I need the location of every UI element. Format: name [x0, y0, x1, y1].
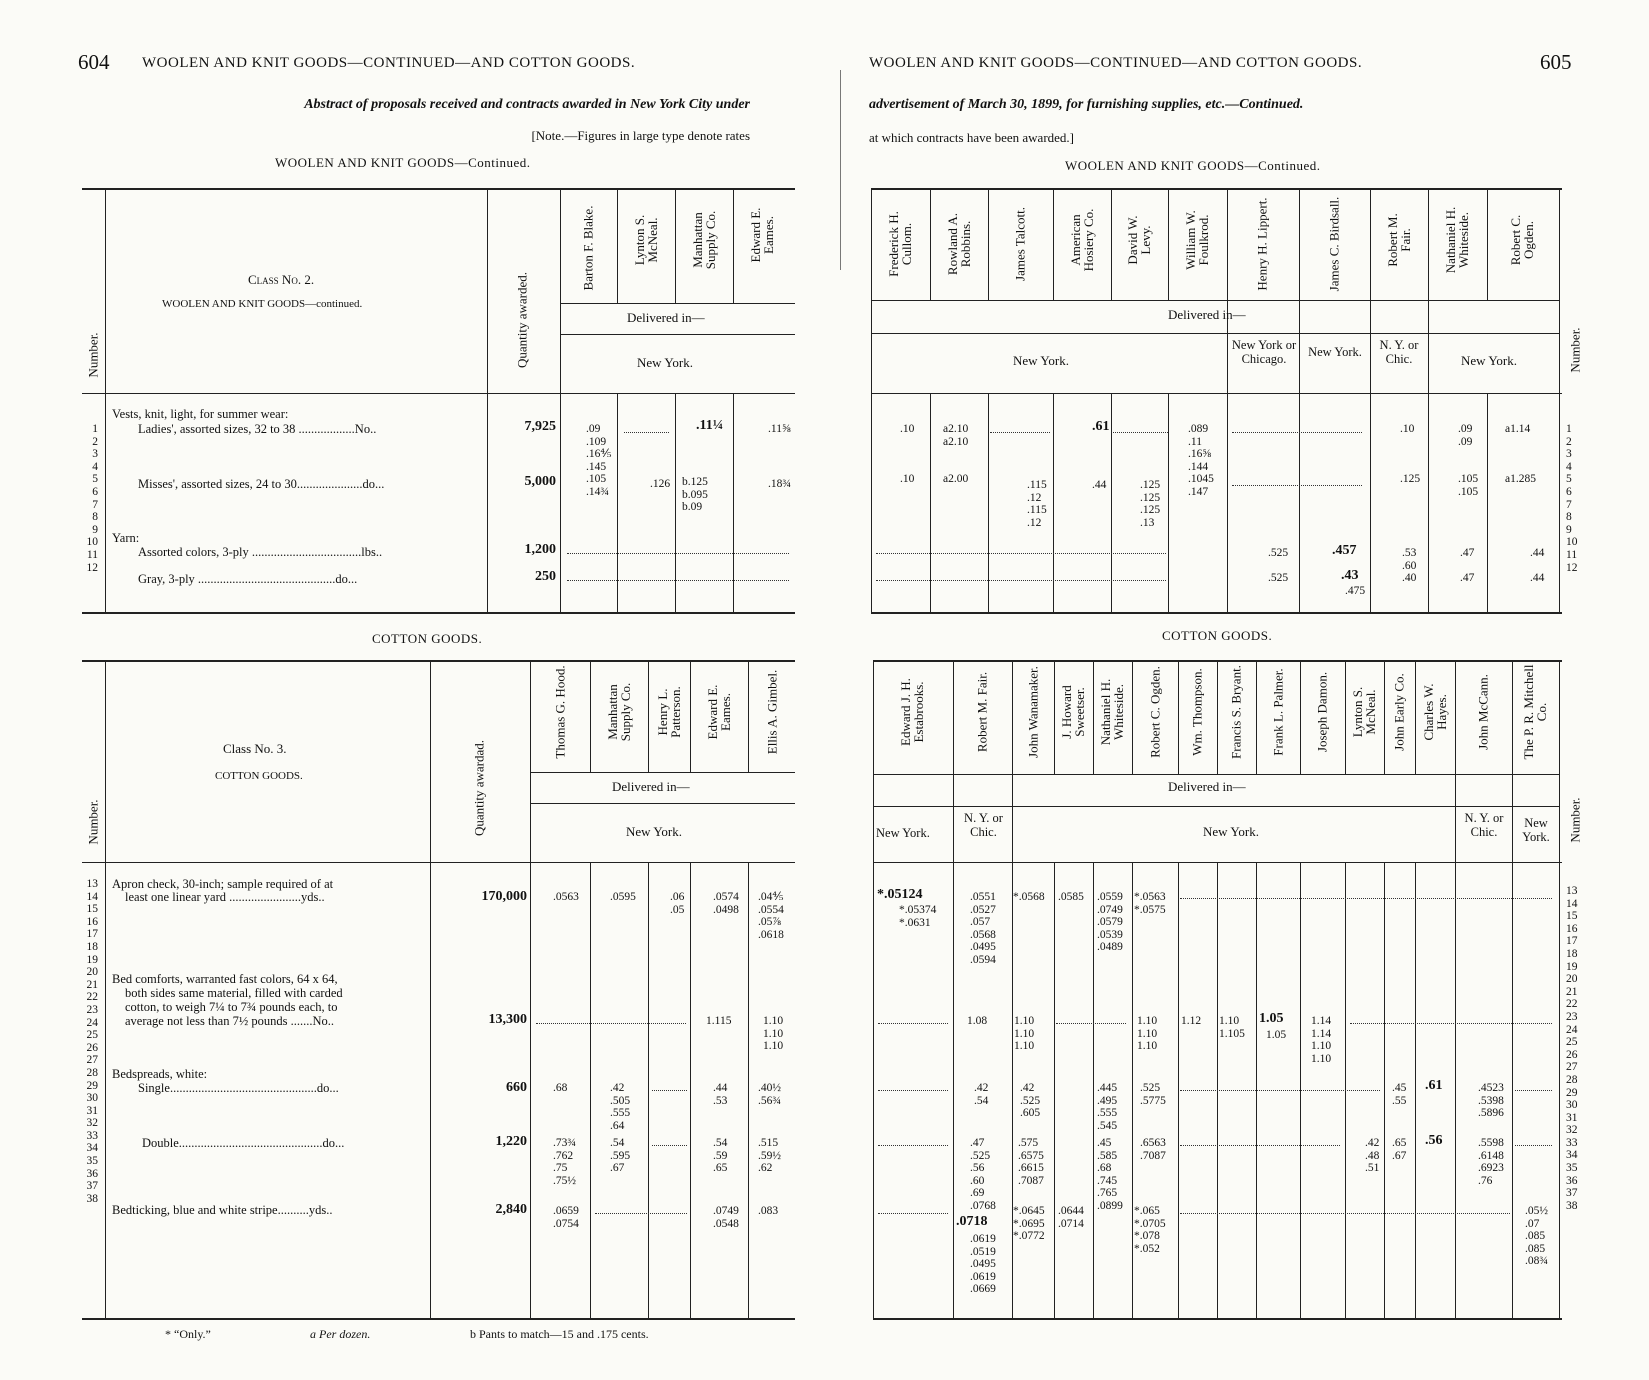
- t4-col15-e: .05½ .07 .085 .085 .08¾: [1525, 1205, 1548, 1268]
- t3-row-numbers: 13 14 15 16 17 18 19 20 21 22 23 24 25 26 27 28 29 30 31 32 33 34 35 36 37 38: [86, 878, 98, 1205]
- t2-col5: .125 .125 .125 .13: [1140, 479, 1161, 529]
- t4-bidder-14: John McCann.: [1475, 674, 1491, 750]
- right-section-title: WOOLEN AND KNIT GOODS—Continued.: [1065, 158, 1321, 173]
- t4-col3-d: .575 .6575 .6615 .7087: [1018, 1137, 1044, 1187]
- right-abstract-line: advertisement of March 30, 1899, for furnishing supplies, etc.—Continued.: [869, 97, 1304, 112]
- left-page-number: 604: [78, 50, 110, 74]
- t4-col7-b: 1.12: [1181, 1015, 1202, 1027]
- t2-place-ny-3: New York.: [1461, 353, 1517, 368]
- t2-place-ny-chic: N. Y. or Chic.: [1379, 338, 1419, 366]
- t2-bidder-10: Nathaniel H. Whiteside.: [1443, 206, 1471, 274]
- t2-col11-b: .44 .44: [1530, 547, 1545, 585]
- t4-col3-a: *.0568: [1013, 891, 1045, 903]
- t3-col5-a: .04⅘ .0554 .05⅞ .0618: [758, 891, 784, 941]
- t2-col6: .089 .11 .16⅝ .144 .1045 .147: [1188, 423, 1214, 498]
- t4-col3-e: *.0645 *.0695 *.0772: [1013, 1205, 1045, 1243]
- t3-qty-1: 170,000: [481, 889, 527, 904]
- footnote-per-dozen: a Per dozen.: [310, 1327, 371, 1341]
- t4-bidder-13: Charles W. Hayes.: [1421, 683, 1449, 741]
- t3-item-bed-1: Bed comforts, warranted fast colors, 64 x 64,: [112, 972, 338, 986]
- t4-col12-d: .65 .67: [1392, 1137, 1407, 1162]
- t4-col1-a: *.05124: [877, 887, 923, 902]
- t3-class-title: Class No. 3.: [223, 741, 287, 756]
- t3-qty-2: 13,300: [488, 1012, 527, 1027]
- t3-col1-a: .0563: [553, 891, 579, 903]
- t2-col8-c: .475: [1345, 585, 1366, 597]
- t2-bidder-8: James C. Birdsall.: [1326, 196, 1342, 292]
- t2-place-ny-2: New York.: [1308, 345, 1362, 359]
- t4-col10-b: 1.14 1.14 1.10 1.10: [1311, 1015, 1332, 1065]
- t1-item-ladies: Ladies', assorted sizes, 32 to 38 ..................No..: [138, 422, 377, 436]
- t4-col12-c: .45 .55: [1392, 1082, 1407, 1107]
- t4-col9-c: 1.05: [1266, 1029, 1287, 1041]
- t4-bidder-12: John Early Co.: [1391, 673, 1407, 751]
- t4-col5-c: .445 .495 .555 .545: [1097, 1082, 1118, 1132]
- t4-col6-e: *.065 *.0705 *.078 *.052: [1134, 1205, 1166, 1255]
- t2-row-numbers: 1 2 3 4 5 6 7 8 9 10 11 12: [1566, 423, 1578, 574]
- footnote-only: * “Only.”: [165, 1327, 211, 1341]
- t4-place-ny-chic: N. Y. or Chic.: [964, 811, 1003, 839]
- t4-col2-d: .47 .525 .56 .60 .69 .0768: [970, 1137, 996, 1212]
- t4-col14-c: .4523 .5398 .5896: [1478, 1082, 1504, 1120]
- t4-col4-a: .0585: [1058, 891, 1084, 903]
- t1-item-assorted: Assorted colors, 3-ply ...................................lbs..: [138, 545, 383, 559]
- t4-col5-a: .0559 .0749 .0579 .0539 .0489: [1097, 891, 1123, 954]
- t2-bidder-6: William W. Foulkrod.: [1183, 210, 1211, 270]
- t3-bidder-3: Henry L. Patterson.: [655, 686, 683, 738]
- t2-place-ny: New York.: [1013, 353, 1069, 368]
- t1-qty-1: 7,925: [524, 419, 556, 434]
- t1-item-yarn: Yarn:: [112, 531, 140, 545]
- t1-bidder-1: Barton F. Blake.: [580, 205, 596, 291]
- t4-col2-f: .0619 .0519 .0495 .0619 .0669: [970, 1233, 996, 1296]
- t3-col4-b: 1.115: [706, 1015, 732, 1027]
- t4-col5-d: .45 .585 .68 .745 .765 .0899: [1097, 1137, 1123, 1212]
- t1-bidder-4: Edward E. Eames.: [748, 207, 776, 263]
- t2-delivered-header: Delivered in—: [1168, 307, 1246, 322]
- t2-bidder-9: Robert M. Fair.: [1385, 213, 1413, 267]
- t1-place-header: New York.: [637, 355, 693, 370]
- t1-bidder-2: Lynton S. McNeal.: [632, 214, 660, 266]
- t2-col9-b: .53 .60 .40: [1402, 547, 1417, 585]
- t4-bidder-1: Edward J. H. Estabrooks.: [898, 678, 926, 746]
- t1-delivered-header: Delivered in—: [627, 310, 705, 325]
- t4-place-ny-2: New York.: [1203, 824, 1259, 839]
- t4-bidder-11: Lynton S. McNeal.: [1350, 686, 1378, 738]
- t4-col4-e: .0644 .0714: [1058, 1205, 1084, 1230]
- t3-delivered-header: Delivered in—: [612, 779, 690, 794]
- t2-col10-b: .47 .47: [1460, 547, 1475, 585]
- t2-col2: a2.10 a2.10 a2.00: [943, 423, 969, 486]
- t3-col5-b: 1.10 1.10 1.10: [763, 1015, 784, 1053]
- t2-col10: .09 .09 .105 .105: [1458, 423, 1479, 498]
- left-running-header: WOOLEN AND KNIT GOODS—CONTINUED—AND COTTON GOODS.: [142, 55, 636, 71]
- t2-col11: a1.14 a1.285: [1505, 423, 1536, 486]
- t4-col6-c: .525 .5775: [1140, 1082, 1166, 1107]
- t3-item-apron-1: Apron check, 30-inch; sample required of at: [112, 877, 334, 891]
- t1-col1-values: .09 .109 .16⅘ .145 .105 .14¾: [586, 423, 612, 498]
- t4-bidder-10: Joseph Damon.: [1314, 671, 1330, 753]
- right-page-number: 605: [1540, 50, 1572, 74]
- t3-col4-c: .44 .53: [713, 1082, 728, 1107]
- t3-item-single: Single...............................................do...: [138, 1081, 339, 1095]
- t3-bidder-5: Ellis A. Gimbel.: [764, 669, 780, 755]
- t3-col4-d: .54 .59 .65: [713, 1137, 728, 1175]
- left-abstract-line: Abstract of proposals received and contracts awarded in New York City under: [304, 97, 750, 112]
- t4-col6-a: *.0563 *.0575: [1134, 891, 1166, 916]
- t4-col8-b: 1.10 1.105: [1219, 1015, 1245, 1040]
- t4-col9-b: 1.05: [1259, 1011, 1284, 1026]
- t4-col14-d: .5598 .6148 .6923 .76: [1478, 1137, 1504, 1187]
- t4-place-ny-chic-2: N. Y. or Chic.: [1464, 811, 1504, 839]
- t3-class-subtitle: COTTON GOODS.: [215, 770, 303, 782]
- t4-col1-b: *.05374 *.0631: [899, 904, 937, 929]
- t3-qty-5: 2,840: [495, 1202, 527, 1217]
- t4-bidder-8: Francis S. Bryant.: [1228, 665, 1244, 759]
- footnote-pants: b Pants to match—15 and .175 cents.: [470, 1327, 649, 1341]
- t3-item-bed-4: average not less than 7½ pounds .......No..: [125, 1014, 334, 1028]
- t4-col2-c: .42 .54: [974, 1082, 989, 1107]
- t3-item-apron-2: least one linear yard .......................yds..: [125, 890, 325, 904]
- t3-bidder-4: Edward E. Eames.: [705, 684, 733, 740]
- t2-bidder-4: American Hosiery Co.: [1068, 208, 1096, 272]
- t4-place-ny: New York.: [876, 826, 930, 840]
- t2-place-ny-chicago: New York or Chicago.: [1231, 338, 1297, 366]
- t3-col3-a: .06 .05: [670, 891, 685, 916]
- t3-col1-b: .68: [553, 1082, 568, 1094]
- t1-number-header: Number.: [85, 332, 101, 378]
- left-cotton-title: COTTON GOODS.: [372, 631, 483, 646]
- t2-col8-a: .457: [1332, 543, 1357, 558]
- t2-col9: .10 .125: [1400, 423, 1421, 486]
- left-note-line: [Note.—Figures in large type denote rates: [531, 128, 750, 143]
- t2-col1: .10 .10: [900, 423, 915, 486]
- t3-number-header: Number.: [85, 799, 101, 845]
- t1-row-numbers: 1 2 3 4 5 6 7 8 9 10 11 12: [86, 423, 98, 574]
- t3-item-bed-2: both sides same material, filled with carded: [125, 986, 343, 1000]
- t3-place-header: New York.: [626, 824, 682, 839]
- right-running-header: WOOLEN AND KNIT GOODS—CONTINUED—AND COTTON GOODS.: [869, 55, 1363, 71]
- t1-item-misses: Misses', assorted sizes, 24 to 30.....................do...: [138, 477, 385, 491]
- t1-bidder-3: Manhattan Supply Co.: [690, 210, 718, 270]
- t1-item-vests: Vests, knit, light, for summer wear:: [112, 407, 289, 421]
- t3-col5-e: .083: [758, 1205, 779, 1217]
- t3-qty-4: 1,220: [495, 1134, 527, 1149]
- t2-number-header: Number.: [1567, 327, 1583, 373]
- t4-number-header: Number.: [1567, 797, 1583, 843]
- t3-col5-c: .40½ .56¾: [758, 1082, 781, 1107]
- t4-bidder-3: John Wanamaker.: [1025, 666, 1041, 758]
- t2-bidder-1: Frederick H. Cullom.: [886, 211, 914, 277]
- t4-col2-e: .0718: [956, 1214, 988, 1229]
- gutter-line: [840, 70, 841, 270]
- t4-bidder-7: Wm. Thompson.: [1189, 668, 1205, 756]
- t2-bidder-11: Robert C. Ogden.: [1508, 214, 1536, 266]
- t3-item-bed-3: cotton, to weigh 7¼ to 7¾ pounds each, to: [125, 1000, 338, 1014]
- t3-bidder-2: Manhattan Supply Co.: [605, 682, 633, 742]
- t2-col4-a: .61: [1092, 419, 1110, 434]
- t1-qty-2: 5,000: [524, 474, 556, 489]
- t1-col3-value: .11¼: [696, 418, 724, 433]
- t4-col6-d: .6563 .7087: [1140, 1137, 1166, 1162]
- t4-col11-d: .42 .48 .51: [1365, 1137, 1380, 1175]
- t3-col2-c: .54 .595 .67: [610, 1137, 631, 1175]
- t3-quantity-header: Quantity awardad.: [471, 739, 487, 837]
- t4-delivered-header: Delivered in—: [1168, 779, 1246, 794]
- t4-place-ny-3: New York.: [1522, 816, 1550, 844]
- t4-col13-c: .61: [1425, 1078, 1443, 1093]
- t1-class-title: Class No. 2.: [248, 272, 315, 287]
- t3-item-bedspreads: Bedspreads, white:: [112, 1067, 208, 1081]
- t3-col5-d: .515 .59½ .62: [758, 1137, 781, 1175]
- t4-bidder-4: J. Howard Sweetser.: [1059, 685, 1087, 739]
- t3-qty-3: 660: [506, 1080, 527, 1095]
- t2-bidder-5: David W. Levy.: [1125, 215, 1153, 265]
- t1-class-subtitle: WOOLEN AND KNIT GOODS—continued.: [162, 298, 363, 310]
- t3-col1-c: .73¾ .762 .75 .75½: [553, 1137, 576, 1187]
- t4-bidder-6: Robert C. Ogden.: [1147, 666, 1163, 758]
- t4-col6-b: 1.10 1.10 1.10: [1137, 1015, 1158, 1053]
- t2-col8-b: .43: [1341, 568, 1359, 583]
- t4-row-numbers: 13 14 15 16 17 18 19 20 21 22 23 24 25 26 27 28 29 30 31 32 33 34 35 36 37 38: [1566, 885, 1578, 1212]
- t4-col13-d: .56: [1425, 1133, 1443, 1148]
- left-section-title: WOOLEN AND KNIT GOODS—Continued.: [275, 155, 531, 170]
- t3-col4-a: .0574 .0498: [713, 891, 739, 916]
- t1-quantity-header: Quantity awarded.: [514, 271, 530, 369]
- t3-item-bedticking: Bedticking, blue and white stripe..........yds..: [112, 1203, 333, 1217]
- t3-bidder-1: Thomas G. Hood.: [552, 665, 568, 759]
- t4-col2-a: .0551 .0527 .057 .0568 .0495 .0594: [970, 891, 996, 966]
- t2-col7: .525 .525: [1268, 547, 1289, 585]
- t2-col3: .115 .12 .115 .12: [1027, 479, 1047, 529]
- t3-col2-b: .42 .505 .555 .64: [610, 1082, 631, 1132]
- t2-col4-b: .44: [1092, 479, 1107, 491]
- t1-col4-value-b: .18¾: [768, 478, 791, 490]
- t1-col3-values: b.125 b.095 b.09: [682, 476, 708, 514]
- right-note-line: at which contracts have been awarded.]: [869, 130, 1075, 145]
- t4-bidder-2: Robert M. Fair.: [974, 671, 990, 753]
- t4-bidder-9: Frank L. Palmer.: [1270, 668, 1286, 756]
- right-cotton-title: COTTON GOODS.: [1162, 628, 1273, 643]
- t1-item-gray: Gray, 3-ply ............................................do...: [138, 572, 358, 586]
- t3-col4-e: .0749 .0548: [713, 1205, 739, 1230]
- t3-item-double: Double..............................................do...: [142, 1136, 345, 1150]
- t4-bidder-15: The P. R. Mitchell Co.: [1521, 664, 1549, 760]
- t1-col2-value: .126: [650, 478, 671, 490]
- t1-qty-3: 1,200: [524, 542, 556, 557]
- t4-bidder-5: Nathaniel H. Whiteside.: [1098, 678, 1126, 746]
- t2-bidder-2: Rowland A. Robbins.: [945, 212, 973, 276]
- t1-qty-4: 250: [535, 569, 556, 584]
- t2-bidder-7: Henry H. Lippert.: [1254, 197, 1270, 291]
- t3-col2-a: .0595: [610, 891, 636, 903]
- t4-col3-b: 1.10 1.10 1.10: [1014, 1015, 1035, 1053]
- t4-col2-b: 1.08: [967, 1015, 988, 1027]
- t4-col3-c: .42 .525 .605: [1020, 1082, 1041, 1120]
- t3-col1-d: .0659 .0754: [553, 1205, 579, 1230]
- t2-bidder-3: James Talcott.: [1012, 207, 1028, 281]
- t1-col4-value-a: .11⅝: [768, 423, 791, 435]
